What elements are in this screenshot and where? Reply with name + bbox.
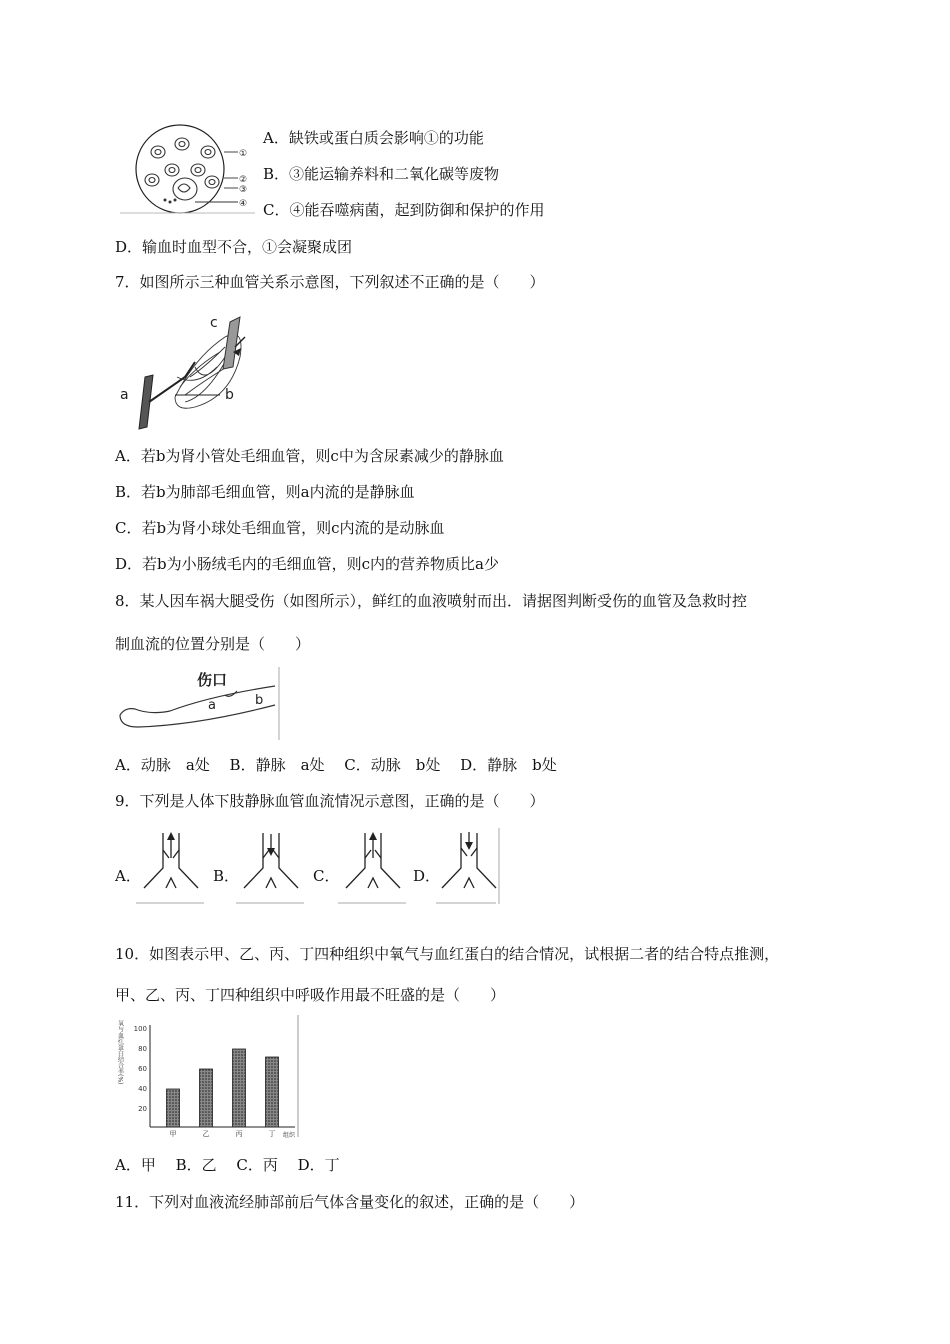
q10-stem-line1: 10．如图表示甲、乙、丙、丁四种组织中氧气与血红蛋白的结合情况，试根据二者的结合特点推测，	[115, 945, 780, 963]
bar-丁	[266, 1057, 279, 1127]
leg-wound-figure	[115, 665, 285, 743]
label-a: a	[208, 698, 216, 713]
q8-stem-line1: 8．某人因车祸大腿受伤（如图所示），鲜红的血液喷射而出．请据图判断受伤的血管及急救时控	[115, 592, 748, 610]
y-axis-label: 氧与血红蛋白结合率(%)	[116, 1020, 124, 1085]
y-tick-80: 80	[138, 1045, 147, 1053]
q8-stem-line2: 制血流的位置分别是（ ）	[115, 635, 311, 653]
x-tick-label: 甲	[169, 1130, 177, 1138]
q6-option-b: B．③能运输养料和二氧化碳等废物	[263, 165, 500, 183]
label-b: b	[225, 387, 234, 403]
x-tick-label: 丁	[268, 1130, 276, 1138]
q8-options: A．动脉 a处 B．静脉 a处 C．动脉 b处 D．静脉 b处	[115, 756, 557, 774]
vein-diagram-a	[136, 828, 206, 906]
y-tick-100: 100	[133, 1025, 147, 1033]
q7-option-d: D．若b为小肠绒毛内的毛细血管，则c内的营养物质比a少	[115, 555, 499, 573]
blood-smear-figure	[120, 122, 255, 217]
q7-stem: 7．如图所示三种血管关系示意图，下列叙述不正确的是（ ）	[115, 273, 545, 291]
y-tick-20: 20	[138, 1105, 147, 1113]
label-1: ①	[239, 149, 248, 159]
q9-label-a: A．	[115, 867, 141, 885]
x-tick-label: 丙	[235, 1130, 243, 1138]
wound-label: 伤口	[197, 671, 228, 689]
q9-label-b: B．	[213, 867, 240, 885]
label-a: a	[120, 387, 129, 403]
blood-vessels-figure	[115, 307, 275, 432]
label-3: ③	[239, 185, 248, 195]
label-c: c	[210, 315, 218, 331]
q10-stem-line2: 甲、乙、丙、丁四种组织中呼吸作用最不旺盛的是（ ）	[115, 986, 506, 1004]
q6-option-c: C．④能吞噬病菌，起到防御和保护的作用	[263, 201, 545, 219]
vein-diagram-b	[236, 828, 306, 906]
q9-stem: 9．下列是人体下肢静脉血管血流情况示意图，正确的是（ ）	[115, 792, 545, 810]
q10-options: A．甲 B．乙 C．丙 D．丁	[115, 1156, 340, 1174]
bar-乙	[200, 1069, 213, 1127]
bar-丙	[233, 1049, 246, 1127]
q7-option-c: C．若b为肾小球处毛细血管，则c内流的是动脉血	[115, 519, 445, 537]
vein-diagram-d	[436, 826, 502, 906]
q7-option-b: B．若b为肺部毛细血管，则a内流的是静脉血	[115, 483, 415, 501]
label-b: b	[255, 693, 264, 708]
q9-label-c: C．	[313, 867, 340, 885]
q7-option-a: A．若b为肾小管处毛细血管，则c中为含尿素减少的静脉血	[115, 447, 504, 465]
q9-label-d: D．	[413, 867, 441, 885]
label-2: ②	[239, 175, 248, 185]
q6-option-a: A．缺铁或蛋白质会影响①的功能	[263, 129, 484, 147]
y-tick-60: 60	[138, 1065, 147, 1073]
q11-stem: 11．下列对血液流经肺部前后气体含量变化的叙述，正确的是（ ）	[115, 1193, 585, 1211]
x-tick-label: 乙	[202, 1130, 210, 1138]
y-tick-40: 40	[138, 1085, 147, 1093]
x-axis-label: 组织	[283, 1132, 296, 1139]
q6-option-d: D．输血时血型不合，①会凝聚成团	[115, 238, 353, 256]
label-4: ④	[239, 199, 248, 209]
bar-甲	[167, 1089, 180, 1127]
vein-diagram-c	[338, 828, 408, 906]
bar-chart	[115, 1015, 305, 1140]
